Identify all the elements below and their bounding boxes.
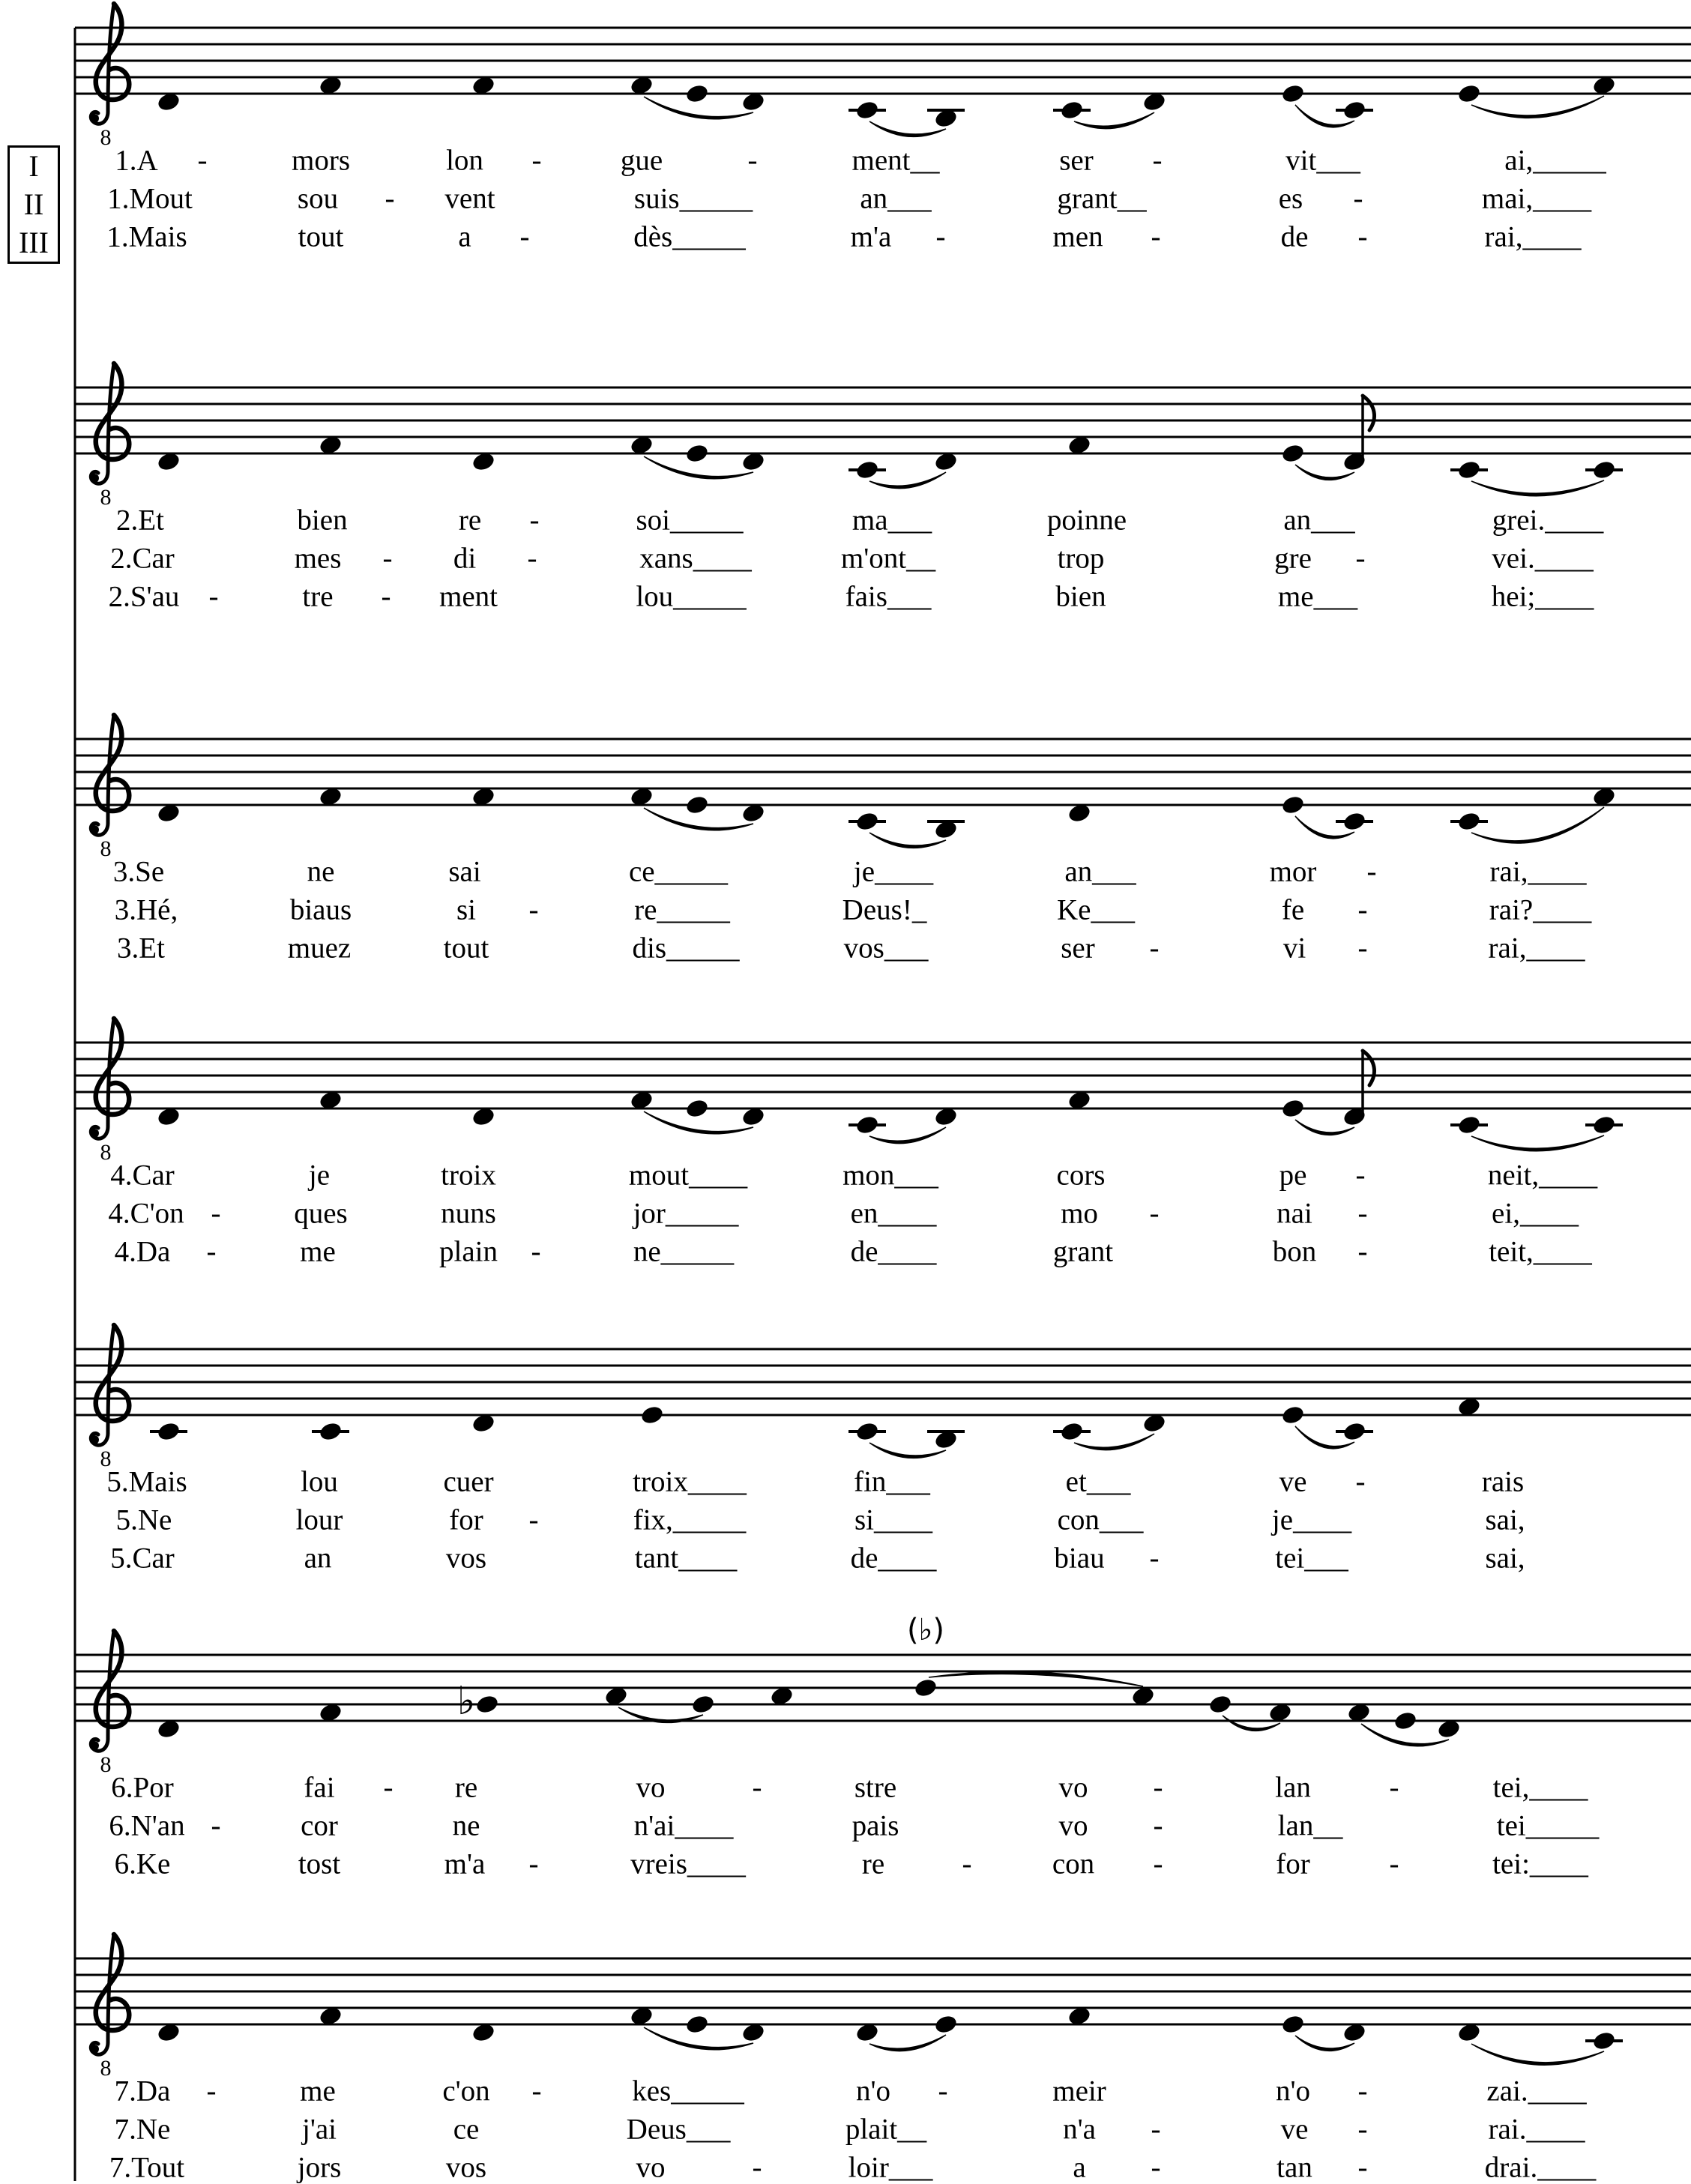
slur xyxy=(929,1671,1143,1686)
lyric-syllable: en____ xyxy=(850,1197,937,1230)
note-head xyxy=(690,1694,715,1716)
lyric-syllable: troix____ xyxy=(633,1465,747,1498)
lyric-syllable: je xyxy=(308,1159,331,1192)
lyric-syllable: es xyxy=(1278,182,1303,215)
note-head xyxy=(854,1114,879,1136)
lyric-syllable: lou xyxy=(301,1465,338,1498)
lyric-syllable: ne xyxy=(307,855,335,888)
lyric-syllable: me xyxy=(300,1235,336,1268)
lyric-syllable: mor xyxy=(1269,855,1317,888)
lyric-hyphen: - xyxy=(1149,1197,1160,1230)
lyric-hyphen: - xyxy=(938,2075,948,2108)
lyric-syllable: ne xyxy=(452,1809,480,1842)
note-head xyxy=(684,443,709,465)
lyric-hyphen: - xyxy=(1357,932,1368,965)
lyric-syllable: men xyxy=(1052,220,1103,253)
lyric-syllable: 3.Hé, xyxy=(114,893,178,926)
lyric-hyphen: - xyxy=(211,1197,221,1230)
lyric-hyphen: - xyxy=(1357,220,1368,253)
slur xyxy=(869,2035,946,2051)
lyric-syllable: lon xyxy=(446,144,483,177)
lyric-syllable: ce xyxy=(453,2113,480,2146)
lyric-syllable: sai, xyxy=(1485,1542,1525,1575)
slur xyxy=(869,833,946,848)
note-head xyxy=(1280,1098,1305,1120)
lyric-hyphen: - xyxy=(1366,855,1377,888)
lyric-syllable: vo xyxy=(1058,1771,1088,1804)
lyric-syllable: meir xyxy=(1052,2075,1106,2108)
note-head xyxy=(1059,100,1084,121)
lyric-syllable: lou_____ xyxy=(636,580,747,613)
lyric-syllable: si xyxy=(456,893,477,926)
note-head xyxy=(1342,811,1366,833)
slur xyxy=(1074,1434,1154,1450)
lyric-syllable: tei,____ xyxy=(1492,1771,1588,1804)
lyric-syllable: Deus!_ xyxy=(842,893,927,926)
lyric-syllable: je____ xyxy=(853,855,934,888)
lyric-hyphen: - xyxy=(1357,2075,1368,2108)
lyric-syllable: re xyxy=(458,504,482,537)
lyric-hyphen: - xyxy=(528,1847,539,1880)
lyric-syllable: mon___ xyxy=(843,1159,938,1192)
lyric-syllable: me xyxy=(300,2075,336,2108)
lyric-syllable: 6.N'an xyxy=(109,1809,185,1842)
slur xyxy=(1471,480,1604,496)
note-head xyxy=(1456,811,1481,833)
lyric-syllable: con xyxy=(1052,1847,1095,1880)
lyric-syllable: Ke___ xyxy=(1057,893,1135,926)
lyric-hyphen: - xyxy=(1151,220,1161,253)
lyric-syllable: mes xyxy=(294,542,342,575)
lyric-syllable: m'a xyxy=(850,220,892,253)
lyric-syllable: nai xyxy=(1276,1197,1312,1230)
lyric-syllable: plain xyxy=(439,1235,498,1268)
lyric-syllable: 5.Ne xyxy=(115,1503,172,1536)
lyric-syllable: zai.____ xyxy=(1486,2075,1587,2108)
lyric-hyphen: - xyxy=(211,1809,221,1842)
lyric-syllable: 1.A xyxy=(115,144,158,177)
lyric-syllable: troix xyxy=(441,1159,496,1192)
lyric-hyphen: - xyxy=(1153,1847,1163,1880)
lyric-hyphen: - xyxy=(1357,1235,1368,1268)
clef-treble-stem xyxy=(108,4,114,112)
lyric-syllable: soi_____ xyxy=(636,504,744,537)
clef-treble-stem xyxy=(108,1631,114,1739)
note-head xyxy=(1456,1114,1481,1136)
lyric-syllable: ment__ xyxy=(851,144,940,177)
lyric-syllable: lan xyxy=(1275,1771,1311,1804)
slur xyxy=(1471,96,1604,118)
lyric-hyphen: - xyxy=(1355,542,1366,575)
lyric-syllable: fin___ xyxy=(854,1465,930,1498)
clef-octave-8: 8 xyxy=(100,125,112,150)
lyric-syllable: gre xyxy=(1274,542,1312,575)
lyric-syllable: drai.____ xyxy=(1484,2151,1597,2184)
lyric-hyphen: - xyxy=(1152,144,1163,177)
lyric-syllable: lour xyxy=(295,1503,343,1536)
lyric-syllable: ai,_____ xyxy=(1504,144,1606,177)
lyric-syllable: tost xyxy=(298,1847,341,1880)
lyric-syllable: rai.____ xyxy=(1488,2113,1585,2146)
lyric-syllable: tei:____ xyxy=(1492,1847,1588,1880)
lyric-syllable: grant__ xyxy=(1057,182,1147,215)
lyric-syllable: stre xyxy=(854,1771,897,1804)
lyric-syllable: 4.C'on xyxy=(108,1197,184,1230)
lyric-hyphen: - xyxy=(382,542,393,575)
slur xyxy=(869,121,946,136)
lyric-syllable: lan__ xyxy=(1277,1809,1343,1842)
lyric-hyphen: - xyxy=(962,1847,972,1880)
lyric-syllable: biaus xyxy=(289,893,352,926)
lyric-hyphen: - xyxy=(381,580,391,613)
lyric-hyphen: - xyxy=(528,893,539,926)
slur xyxy=(869,1443,946,1458)
lyric-syllable: bon xyxy=(1272,1235,1317,1268)
lyric-syllable: ei,____ xyxy=(1492,1197,1579,1230)
lyric-hyphen: - xyxy=(1153,1771,1163,1804)
lyric-syllable: dis_____ xyxy=(632,932,740,965)
clef-treble-hook-dot xyxy=(90,1129,99,1138)
clef-treble-stem xyxy=(108,1934,114,2042)
lyric-syllable: mout____ xyxy=(628,1159,748,1192)
lyric-syllable: n'o xyxy=(1275,2075,1311,2108)
lyric-syllable: pe xyxy=(1279,1159,1307,1192)
note-head xyxy=(854,100,879,121)
lyric-syllable: dès_____ xyxy=(633,220,746,253)
lyric-hyphen: - xyxy=(1357,893,1368,926)
lyric-syllable: Deus___ xyxy=(626,2113,731,2146)
lyric-hyphen: - xyxy=(519,220,530,253)
lyric-hyphen: - xyxy=(1357,1197,1368,1230)
lyric-syllable: vo xyxy=(1058,1809,1088,1842)
lyric-hyphen: - xyxy=(1153,1809,1163,1842)
voice-label-1: I xyxy=(28,149,39,184)
lyric-hyphen: - xyxy=(1355,1465,1366,1498)
lyric-syllable: si____ xyxy=(854,1503,933,1536)
lyric-syllable: de____ xyxy=(850,1542,937,1575)
lyric-syllable: ser xyxy=(1059,144,1094,177)
clef-octave-8: 8 xyxy=(100,836,112,861)
lyric-hyphen: - xyxy=(528,1503,539,1536)
lyric-syllable: ma___ xyxy=(851,504,932,537)
lyric-syllable: me___ xyxy=(1277,580,1358,613)
note-head xyxy=(1280,443,1305,465)
clef-treble-stem xyxy=(108,1019,114,1126)
lyric-syllable: 6.Por xyxy=(111,1771,174,1804)
lyric-syllable: kes_____ xyxy=(632,2075,744,2108)
lyric-syllable: m'a xyxy=(444,1847,486,1880)
lyric-syllable: sou xyxy=(297,182,339,215)
lyric-syllable: n'a xyxy=(1063,2113,1096,2146)
clef-treble-hook-dot xyxy=(90,825,99,834)
note-head xyxy=(1059,1421,1084,1443)
lyric-syllable: tout xyxy=(298,220,344,253)
clef-octave-8: 8 xyxy=(100,485,112,510)
note-head xyxy=(854,1421,879,1443)
lyric-syllable: j'ai xyxy=(301,2113,337,2146)
lyric-syllable: vreis____ xyxy=(630,1847,746,1880)
lyric-hyphen: - xyxy=(531,144,542,177)
lyric-syllable: de____ xyxy=(850,1235,937,1268)
lyric-syllable: vo xyxy=(636,2151,666,2184)
voice-label-3: III xyxy=(19,225,49,259)
lyric-syllable: c'on xyxy=(442,2075,490,2108)
lyric-syllable: an xyxy=(304,1542,332,1575)
lyric-syllable: plait__ xyxy=(845,2113,927,2146)
lyric-syllable: sai xyxy=(448,855,481,888)
lyric-syllable: fai xyxy=(304,1771,335,1804)
slur xyxy=(1471,807,1604,843)
voice-label-2: II xyxy=(23,187,44,221)
note-head xyxy=(1591,1114,1616,1136)
note-head xyxy=(318,1421,343,1443)
lyric-syllable: ve xyxy=(1279,1465,1307,1498)
clef-treble-hook-dot xyxy=(90,1435,99,1444)
lyric-syllable: vei.____ xyxy=(1492,542,1594,575)
note-head xyxy=(1280,83,1305,105)
lyric-syllable: trop xyxy=(1057,542,1105,575)
lyric-syllable: fe xyxy=(1281,893,1305,926)
note-head xyxy=(1342,100,1366,121)
note-head xyxy=(156,1421,181,1443)
lyric-syllable: vi xyxy=(1282,932,1306,965)
lyric-syllable: gue xyxy=(620,144,663,177)
lyric-syllable: 7.Da xyxy=(114,2075,171,2108)
lyric-syllable: 1.Mais xyxy=(106,220,187,253)
lyric-syllable: 3.Se xyxy=(112,855,165,888)
note-head xyxy=(933,2014,958,2036)
lyric-hyphen: - xyxy=(1389,1771,1399,1804)
lyric-syllable: tei___ xyxy=(1275,1542,1348,1575)
lyric-syllable: an___ xyxy=(1283,504,1355,537)
lyric-syllable: de xyxy=(1280,220,1309,253)
lyric-syllable: re_____ xyxy=(634,893,730,926)
lyric-syllable: suis_____ xyxy=(633,182,753,215)
lyric-hyphen: - xyxy=(1355,1159,1366,1192)
lyric-syllable: vos___ xyxy=(843,932,929,965)
lyric-syllable: a xyxy=(458,220,471,253)
note-head xyxy=(1208,1694,1232,1716)
lyric-syllable: xans____ xyxy=(639,542,752,575)
lyric-syllable: con___ xyxy=(1057,1503,1144,1536)
lyric-syllable: fix,_____ xyxy=(633,1503,747,1536)
lyric-syllable: loir___ xyxy=(848,2151,933,2184)
lyric-syllable: 5.Car xyxy=(110,1542,175,1575)
lyric-syllable: biau xyxy=(1054,1542,1105,1575)
lyric-syllable: n'o xyxy=(855,2075,891,2108)
lyric-hyphen: - xyxy=(1353,182,1363,215)
lyric-hyphen: - xyxy=(752,2151,762,2184)
note-head xyxy=(1280,1405,1305,1426)
lyric-syllable: bien xyxy=(297,504,348,537)
lyric-syllable: je____ xyxy=(1271,1503,1352,1536)
lyric-hyphen: - xyxy=(1149,932,1160,965)
lyric-syllable: cor xyxy=(301,1809,338,1842)
note-head xyxy=(1591,2030,1616,2052)
lyric-hyphen: - xyxy=(1151,2113,1161,2146)
note-head xyxy=(474,1694,499,1716)
lyric-syllable: jors xyxy=(297,2151,342,2184)
lyric-syllable: nuns xyxy=(441,1197,496,1230)
lyric-syllable: cors xyxy=(1056,1159,1106,1192)
lyric-syllable: rai,____ xyxy=(1484,220,1582,253)
lyric-syllable: mai,____ xyxy=(1481,182,1592,215)
clef-octave-8: 8 xyxy=(100,1752,112,1777)
lyric-syllable: 3.Et xyxy=(117,932,165,965)
lyric-syllable: grant xyxy=(1052,1235,1114,1268)
lyric-syllable: for xyxy=(1276,1847,1310,1880)
lyric-syllable: muez xyxy=(287,932,352,965)
clef-treble-hook-dot xyxy=(90,2045,99,2054)
slur xyxy=(869,1127,946,1144)
lyric-hyphen: - xyxy=(531,1235,541,1268)
lyric-syllable: 6.Ke xyxy=(114,1847,171,1880)
lyric-hyphen: - xyxy=(197,144,208,177)
lyric-hyphen: - xyxy=(208,580,219,613)
note-head xyxy=(854,459,879,481)
lyric-hyphen: - xyxy=(383,1771,394,1804)
lyric-syllable: for xyxy=(449,1503,483,1536)
lyric-hyphen: - xyxy=(527,542,537,575)
slur xyxy=(1074,112,1154,129)
lyric-syllable: 5.Mais xyxy=(106,1465,187,1498)
clef-treble-stem xyxy=(108,1325,114,1433)
lyric-syllable: rai?____ xyxy=(1489,893,1592,926)
lyric-syllable: ve xyxy=(1280,2113,1309,2146)
lyric-hyphen: - xyxy=(752,1771,762,1804)
lyric-syllable: m'ont__ xyxy=(840,542,936,575)
lyric-syllable: vit___ xyxy=(1285,144,1360,177)
eighth-flag xyxy=(1363,1051,1374,1085)
lyric-syllable: vos xyxy=(445,1542,487,1575)
lyric-syllable: 4.Da xyxy=(114,1235,171,1268)
clef-treble-hook-dot xyxy=(90,114,99,123)
lyric-hyphen: - xyxy=(935,220,946,253)
lyric-syllable: tei_____ xyxy=(1496,1809,1600,1842)
clef-treble-hook-dot xyxy=(90,474,99,483)
lyric-syllable: 1.Mout xyxy=(107,182,193,215)
clef-octave-8: 8 xyxy=(100,1447,112,1471)
note-head xyxy=(913,1677,938,1699)
lyric-syllable: 2.Et xyxy=(116,504,164,537)
note-head xyxy=(1342,1421,1366,1443)
lyric-hyphen: - xyxy=(206,1235,217,1268)
lyric-syllable: ques xyxy=(294,1197,348,1230)
lyric-hyphen: - xyxy=(206,2075,217,2108)
lyric-syllable: 2.Car xyxy=(110,542,175,575)
lyric-syllable: ne_____ xyxy=(633,1235,735,1268)
lyric-syllable: sai, xyxy=(1485,1503,1525,1536)
lyric-syllable: mo xyxy=(1061,1197,1098,1230)
lyric-syllable: jor_____ xyxy=(633,1197,739,1230)
voice-labels-box xyxy=(7,145,60,264)
lyric-hyphen: - xyxy=(1149,1542,1160,1575)
note-head xyxy=(684,2014,709,2036)
slur xyxy=(1471,1135,1604,1151)
clef-treble-hook-dot xyxy=(90,1741,99,1750)
lyric-syllable: n'ai____ xyxy=(633,1809,734,1842)
lyric-syllable: vent xyxy=(444,182,495,215)
lyric-syllable: di xyxy=(453,542,477,575)
lyric-syllable: re xyxy=(454,1771,478,1804)
lyric-syllable: 7.Tout xyxy=(109,2151,185,2184)
lyric-syllable: ce_____ xyxy=(628,855,729,888)
lyric-syllable: et___ xyxy=(1065,1465,1131,1498)
note-head xyxy=(854,811,879,833)
lyric-syllable: hei;____ xyxy=(1491,580,1594,613)
note-head xyxy=(1280,2014,1305,2036)
note-head xyxy=(1280,794,1305,816)
lyric-syllable: 7.Ne xyxy=(114,2113,171,2146)
lyric-hyphen: - xyxy=(1389,1847,1399,1880)
lyric-syllable: tout xyxy=(443,932,489,965)
lyric-syllable: grei.____ xyxy=(1492,504,1604,537)
note-head xyxy=(639,1405,664,1426)
lyric-syllable: pais xyxy=(851,1809,899,1842)
flat-accidental: ♭ xyxy=(456,1679,476,1724)
lyric-syllable: vos xyxy=(445,2151,487,2184)
lyric-syllable: teit,____ xyxy=(1489,1235,1592,1268)
lyric-syllable: ser xyxy=(1061,932,1095,965)
clef-treble-stem xyxy=(108,364,114,471)
lyric-syllable: 2.S'au xyxy=(108,580,180,613)
note-head xyxy=(1393,1710,1417,1732)
note-head xyxy=(1456,459,1481,481)
lyric-syllable: tant____ xyxy=(634,1542,738,1575)
note-head xyxy=(1456,83,1481,105)
clef-octave-8: 8 xyxy=(100,2056,112,2081)
lyric-syllable: fais___ xyxy=(845,580,932,613)
clef-octave-8: 8 xyxy=(100,1140,112,1165)
lyric-syllable: an___ xyxy=(1064,855,1136,888)
lyric-syllable: mors xyxy=(292,144,350,177)
lyric-hyphen: - xyxy=(1357,2151,1368,2184)
note-head xyxy=(684,1098,709,1120)
lyric-syllable: a xyxy=(1073,2151,1086,2184)
note-head xyxy=(1591,459,1616,481)
lyric-syllable: tan xyxy=(1276,2151,1312,2184)
lyric-syllable: 4.Car xyxy=(110,1159,175,1192)
eighth-flag xyxy=(1363,396,1374,430)
lyric-syllable: rai,____ xyxy=(1489,855,1587,888)
lyric-syllable: an___ xyxy=(860,182,932,215)
lyric-hyphen: - xyxy=(747,144,758,177)
lyric-syllable: tre xyxy=(302,580,334,613)
lyric-syllable: cuer xyxy=(443,1465,494,1498)
lyric-syllable: neit,____ xyxy=(1487,1159,1598,1192)
lyric-hyphen: - xyxy=(1151,2151,1161,2184)
lyric-hyphen: - xyxy=(531,2075,542,2108)
lyric-syllable: rai,____ xyxy=(1488,932,1585,965)
lyric-syllable: ment xyxy=(439,580,498,613)
lyric-hyphen: - xyxy=(529,504,540,537)
lyric-hyphen: - xyxy=(1357,2113,1368,2146)
slur xyxy=(869,472,946,489)
note-head xyxy=(684,83,709,105)
lyric-syllable: vo xyxy=(636,1771,666,1804)
slur xyxy=(1471,2044,1604,2065)
clef-treble-stem xyxy=(108,715,114,823)
lyric-syllable: poinne xyxy=(1046,504,1127,537)
paren-flat-above: (♭) xyxy=(906,1613,945,1647)
lyric-syllable: bien xyxy=(1055,580,1106,613)
note-head xyxy=(684,794,709,816)
lyric-hyphen: - xyxy=(385,182,395,215)
lyric-syllable: rais xyxy=(1481,1465,1525,1498)
lyric-syllable: re xyxy=(861,1847,885,1880)
